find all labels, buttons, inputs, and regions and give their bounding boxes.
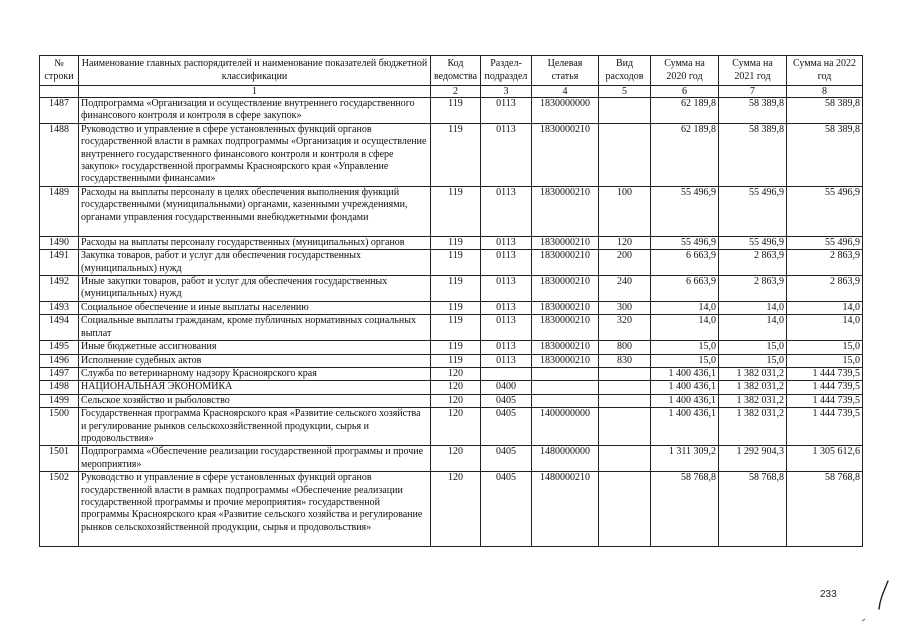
column-number: 5 [599, 86, 651, 98]
sum-2021: 55 496,9 [719, 236, 787, 249]
section-code: 0113 [481, 315, 532, 341]
target-article: 1830000210 [532, 301, 599, 314]
table-row [40, 367, 863, 380]
row-number: 1495 [40, 341, 79, 354]
target-article: 1830000000 [532, 98, 599, 124]
section-code: 0400 [481, 381, 532, 394]
row-number: 1500 [40, 408, 79, 446]
section-code: 0113 [481, 123, 532, 186]
table-row [40, 381, 863, 394]
expense-kind: 320 [599, 315, 651, 341]
row-number: 1489 [40, 186, 79, 236]
row-name: Подпрограмма «Обеспечение реализации государственной программы и прочие мероприятия» [79, 446, 431, 472]
table-row [40, 276, 863, 302]
sum-2020: 55 496,9 [651, 236, 719, 249]
sum-2020: 1 311 309,2 [651, 446, 719, 472]
column-number: 8 [787, 86, 863, 98]
sum-2020: 6 663,9 [651, 250, 719, 276]
dept-code: 119 [431, 354, 481, 367]
sum-2021: 2 863,9 [719, 276, 787, 302]
dept-code: 119 [431, 341, 481, 354]
expense-kind [599, 394, 651, 407]
column-number: 2 [431, 86, 481, 98]
sum-2021: 2 863,9 [719, 250, 787, 276]
row-number: 1496 [40, 354, 79, 367]
dept-code: 120 [431, 472, 481, 547]
dept-code: 119 [431, 276, 481, 302]
row-number: 1488 [40, 123, 79, 186]
sum-2022: 14,0 [787, 315, 863, 341]
sum-2022: 1 444 739,5 [787, 367, 863, 380]
section-code [481, 367, 532, 380]
sum-2021: 55 496,9 [719, 186, 787, 236]
expense-kind: 100 [599, 186, 651, 236]
target-article: 1830000210 [532, 315, 599, 341]
table-row [40, 186, 863, 236]
page-number: 233 [820, 589, 837, 600]
sum-2021: 1 382 031,2 [719, 394, 787, 407]
sum-2022: 15,0 [787, 341, 863, 354]
header-section: Раздел-подраздел [481, 56, 532, 86]
section-code: 0113 [481, 98, 532, 124]
table-row [40, 354, 863, 367]
section-code: 0113 [481, 186, 532, 236]
header-sum-2022: Сумма на 2022 год [787, 56, 863, 86]
section-code: 0113 [481, 236, 532, 249]
expense-kind [599, 381, 651, 394]
table-header-row [40, 56, 863, 86]
target-article: 1830000210 [532, 250, 599, 276]
row-name: Социальные выплаты гражданам, кроме публичных нормативных социальных выплат [79, 315, 431, 341]
pen-mark-icon [858, 575, 892, 625]
row-name: Закупка товаров, работ и услуг для обеспечения государственных (муниципальных) нужд [79, 250, 431, 276]
sum-2020: 14,0 [651, 301, 719, 314]
sum-2020: 62 189,8 [651, 123, 719, 186]
target-article: 1830000210 [532, 123, 599, 186]
sum-2021: 1 292 904,3 [719, 446, 787, 472]
row-name: Расходы на выплаты персоналу в целях обеспечения выполнения функций государственными (муниципальными) органами, казенными учреждениями, органами управления государственными внебюджетными фондами [79, 186, 431, 236]
sum-2022: 55 496,9 [787, 236, 863, 249]
table-row [40, 408, 863, 446]
sum-2022: 15,0 [787, 354, 863, 367]
target-article: 1830000210 [532, 236, 599, 249]
expense-kind: 300 [599, 301, 651, 314]
row-name: Исполнение судебных актов [79, 354, 431, 367]
sum-2022: 1 444 739,5 [787, 381, 863, 394]
sum-2020: 58 768,8 [651, 472, 719, 547]
section-code: 0405 [481, 394, 532, 407]
table-row [40, 98, 863, 124]
target-article [532, 367, 599, 380]
table-row [40, 394, 863, 407]
table-row [40, 472, 863, 547]
dept-code: 120 [431, 408, 481, 446]
table-row [40, 250, 863, 276]
row-name: Руководство и управление в сфере установленных функций органов государственной власти в рамках подпрограммы «Организация и осуществление внутреннего государственного финансового контроля и контроля в сфере закупок» государственной программы Красноярского края «Управление государственными финансами» [79, 123, 431, 186]
dept-code: 120 [431, 381, 481, 394]
sum-2022: 58 389,8 [787, 98, 863, 124]
column-number: 1 [79, 86, 431, 98]
sum-2022: 2 863,9 [787, 250, 863, 276]
sum-2021: 1 382 031,2 [719, 408, 787, 446]
header-row-number: № строки [40, 56, 79, 86]
sum-2020: 1 400 436,1 [651, 367, 719, 380]
sum-2020: 1 400 436,1 [651, 408, 719, 446]
target-article [532, 381, 599, 394]
expense-kind [599, 446, 651, 472]
row-name: Расходы на выплаты персоналу государственных (муниципальных) органов [79, 236, 431, 249]
target-article: 1480000000 [532, 446, 599, 472]
header-dept-code: Код ведомства [431, 56, 481, 86]
expense-kind [599, 98, 651, 124]
sum-2021: 58 768,8 [719, 472, 787, 547]
sum-2020: 15,0 [651, 341, 719, 354]
row-name: НАЦИОНАЛЬНАЯ ЭКОНОМИКА [79, 381, 431, 394]
table-row [40, 236, 863, 249]
sum-2021: 15,0 [719, 354, 787, 367]
row-name: Сельское хозяйство и рыболовство [79, 394, 431, 407]
target-article [532, 394, 599, 407]
dept-code: 120 [431, 394, 481, 407]
sum-2022: 1 444 739,5 [787, 408, 863, 446]
expense-kind: 200 [599, 250, 651, 276]
expense-kind [599, 472, 651, 547]
row-number: 1491 [40, 250, 79, 276]
dept-code: 119 [431, 186, 481, 236]
target-article: 1480000210 [532, 472, 599, 547]
table-row [40, 341, 863, 354]
row-name: Руководство и управление в сфере установленных функций органов государственной власти в рамках подпрограммы «Обеспечение реализации государственной программы и прочие мероприятия» государственной программы Красноярского края «Развитие сельского хозяйства и регулирование рынков сельскохозяйственной продукции, сырья и продовольствия» [79, 472, 431, 547]
sum-2020: 6 663,9 [651, 276, 719, 302]
section-code: 0113 [481, 341, 532, 354]
sum-2021: 14,0 [719, 315, 787, 341]
dept-code: 119 [431, 236, 481, 249]
table-row [40, 123, 863, 186]
dept-code: 119 [431, 301, 481, 314]
column-number: 3 [481, 86, 532, 98]
table-row [40, 446, 863, 472]
section-code: 0113 [481, 301, 532, 314]
target-article: 1830000210 [532, 354, 599, 367]
sum-2022: 1 305 612,6 [787, 446, 863, 472]
sum-2021: 1 382 031,2 [719, 367, 787, 380]
row-number: 1490 [40, 236, 79, 249]
row-number: 1497 [40, 367, 79, 380]
row-name: Служба по ветеринарному надзору Красноярского края [79, 367, 431, 380]
sum-2022: 55 496,9 [787, 186, 863, 236]
sum-2020: 1 400 436,1 [651, 381, 719, 394]
row-number: 1492 [40, 276, 79, 302]
dept-code: 120 [431, 367, 481, 380]
target-article: 1400000000 [532, 408, 599, 446]
sum-2020: 14,0 [651, 315, 719, 341]
row-name: Государственная программа Красноярского края «Развитие сельского хозяйства и регулирование рынков сельскохозяйственной продукции, сырья и продовольствия» [79, 408, 431, 446]
expense-kind: 240 [599, 276, 651, 302]
column-number [40, 86, 79, 98]
row-number: 1502 [40, 472, 79, 547]
target-article: 1830000210 [532, 341, 599, 354]
section-code: 0113 [481, 276, 532, 302]
row-name: Иные бюджетные ассигнования [79, 341, 431, 354]
budget-table [39, 55, 863, 547]
column-number-row [40, 86, 863, 98]
section-code: 0113 [481, 354, 532, 367]
column-number: 4 [532, 86, 599, 98]
sum-2022: 1 444 739,5 [787, 394, 863, 407]
target-article: 1830000210 [532, 186, 599, 236]
sum-2021: 1 382 031,2 [719, 381, 787, 394]
section-code: 0405 [481, 446, 532, 472]
header-sum-2020: Сумма на 2020 год [651, 56, 719, 86]
dept-code: 120 [431, 446, 481, 472]
sum-2021: 15,0 [719, 341, 787, 354]
expense-kind: 800 [599, 341, 651, 354]
sum-2020: 1 400 436,1 [651, 394, 719, 407]
sum-2022: 14,0 [787, 301, 863, 314]
column-number: 6 [651, 86, 719, 98]
header-name: Наименование главных распорядителей и наименование показателей бюджетной классификации [79, 56, 431, 86]
expense-kind [599, 367, 651, 380]
table-row [40, 301, 863, 314]
sum-2021: 58 389,8 [719, 123, 787, 186]
sum-2022: 58 389,8 [787, 123, 863, 186]
sum-2022: 2 863,9 [787, 276, 863, 302]
header-target-article: Целевая статья [532, 56, 599, 86]
row-number: 1499 [40, 394, 79, 407]
sum-2021: 58 389,8 [719, 98, 787, 124]
row-number: 1501 [40, 446, 79, 472]
header-sum-2021: Сумма на 2021 год [719, 56, 787, 86]
expense-kind: 120 [599, 236, 651, 249]
row-name: Иные закупки товаров, работ и услуг для обеспечения государственных (муниципальных) нужд [79, 276, 431, 302]
section-code: 0405 [481, 408, 532, 446]
table-row [40, 315, 863, 341]
row-number: 1498 [40, 381, 79, 394]
row-name: Подпрограмма «Организация и осуществление внутреннего государственного финансового контроля и контроля в сфере закупок» [79, 98, 431, 124]
target-article: 1830000210 [532, 276, 599, 302]
row-number: 1487 [40, 98, 79, 124]
expense-kind [599, 123, 651, 186]
section-code: 0405 [481, 472, 532, 547]
dept-code: 119 [431, 315, 481, 341]
row-number: 1494 [40, 315, 79, 341]
sum-2020: 55 496,9 [651, 186, 719, 236]
dept-code: 119 [431, 250, 481, 276]
sum-2020: 62 189,8 [651, 98, 719, 124]
expense-kind: 830 [599, 354, 651, 367]
section-code: 0113 [481, 250, 532, 276]
dept-code: 119 [431, 123, 481, 186]
expense-kind [599, 408, 651, 446]
sum-2022: 58 768,8 [787, 472, 863, 547]
header-expense-kind: Вид расходов [599, 56, 651, 86]
row-name: Социальное обеспечение и иные выплаты населению [79, 301, 431, 314]
sum-2020: 15,0 [651, 354, 719, 367]
sum-2021: 14,0 [719, 301, 787, 314]
row-number: 1493 [40, 301, 79, 314]
dept-code: 119 [431, 98, 481, 124]
column-number: 7 [719, 86, 787, 98]
